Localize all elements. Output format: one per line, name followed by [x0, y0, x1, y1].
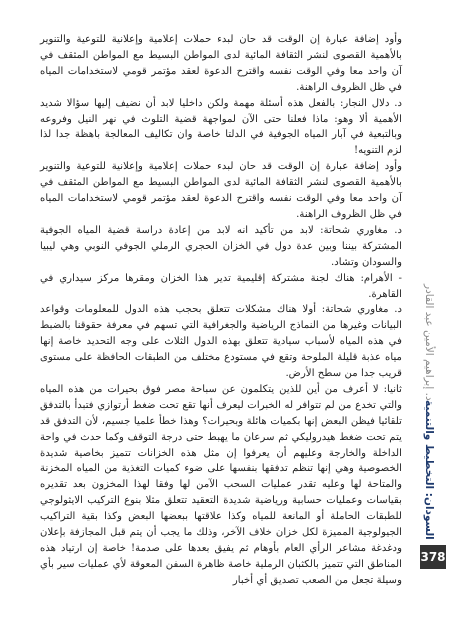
paragraph: د. دلال النجار: بالفعل هذه أسئلة مهمة ولكن داخليا لابد أن نضيف إليها سؤالا شديد الأهمية ألا وهو: ماذا فعلنا حتى الآن لمواجهة قضية التلوث في نهر النيل وفروعه وبالتبعية في آبار المياه الجوفية في الدلتا خاصة وان تكاليف المعالجة باهظة جدا لذا لزم التنويه!: [40, 97, 402, 157]
paragraph: ثانيا: لا أعرف من أين للذين يتكلمون عن سباحة مصر فوق بحيرات من هذه المياه والتي تخدع من لم تتوافر له الخبرات ليعرف أنها تقع تحت ضغط أرتوازي فتبدأ بالتدفق تلقائيا فيظن البعض إنها بكميات هائلة وبحيرات؟ وهذا خطأ علميا جسيم، لأن التدفق قد يتم تحت ضغط هيدروليكي ثم سرعان ما يهبط حتى درجة التوقف وكما حدث في واحة الداخلة والخارجة وعليهم أن يعرفوا إن مثل هذه الخزانات تتميز بخاصية شديدة الخصوصية وهي إنها تنظم تدفقها بنفسها على ضوء كميات التغذية من المياه المخزنة والمتاحة لها وعليه تقدر عمليات السحب الآمن لها وفقا لهذا المخزون بعد تقديره بقياسات وعمليات حسابية ورياضية شديدة التعقيد تتعلق مثلا بنوع التركيب الايثولوجي للطبقات الحاملة أو المانعة للمياه وكذا علاقتها ببعضها البعض وكذا بقية التراكيب الجيولوجية المميزة لكل خزان خلاف الآخر، وذلك ما يجب أن يتم قبل المجازفة بإعلان ودغدغة مشاعر الرأي العام بأوهام ثم يفيق بعدها على صدمة! خاصة إن ارتياد هذه المناطق التي تتميز بالكثبان الرملية خاصة ظاهرة السفن المعوقة لأي عمليات سير بأي وسيلة تجعل من الصعب تصديق أي أخبار: [40, 383, 402, 586]
paragraph: وأود إضافة عبارة إن الوقت قد حان لبدء حملات إعلامية وإعلانية للتوعية والتنوير بالأهمية القصوى لنشر الثقافة المائية لدى المواطن البسيط مع المواطن المثقف في آن واحد معا وفي الوقت نفسه واقترح الدعوة لعقد مؤتمر قومي لاستخدامات المياه في ظل الظروف الراهنة.: [40, 34, 402, 93]
paragraph: د. مغاوري شحاتة: أولا هناك مشكلات تتعلق بحجب هذه الدول للمعلومات وقواعد البيانات وغيرها من النماذج الرياضية والجغرافية التي تسهم في معرفة حقوقنا بالضبط في هذه المياه لأسباب سيادية تتعلق بهذه الدول الثلاث على وجه التحديد خاصة إنها مياه عذبة قليلة الملوحة وتقع في مستودع مختلف من الطبقات الحافظة على مستوى قريب جدا من سطح الأرض.: [40, 304, 402, 380]
body-text: [40, 32, 402, 589]
page-number: 378: [420, 545, 446, 569]
running-header: [414, 30, 444, 540]
paragraph: - الأهرام: هناك لجنة مشتركة إقليمية تدير هذا الخزان ومقرها مركز سيداري في القاهرة.: [40, 272, 402, 300]
book-title: السودان: التخطيط والتنمية: [423, 400, 435, 540]
paragraph: د. مغاوري شحاتة: لابد من تأكيد انه لابد من إعادة دراسة قضية المياه الجوفية المشتركة بيننا وبين عدة دول في الخزان الحجري الرملي الجوفي النوبي وهي ليبيا والسودان وتشاد.: [40, 224, 402, 268]
book-author: د. إبراهيم الأمين عبد القادر: [423, 283, 435, 401]
paragraph: وأود إضافة عبارة إن الوقت قد حان لبدء حملات إعلامية وإعلانية للتوعية والتنوير بالأهمية القصوى لنشر الثقافة المائية لدى المواطن البسيط مع المواطن المثقف في آن واحد معا وفي الوقت نفسه واقترح الدعوة لعقد مؤتمر قومي لاستخدامات المياه في ظل الظروف الراهنة.: [40, 161, 402, 220]
